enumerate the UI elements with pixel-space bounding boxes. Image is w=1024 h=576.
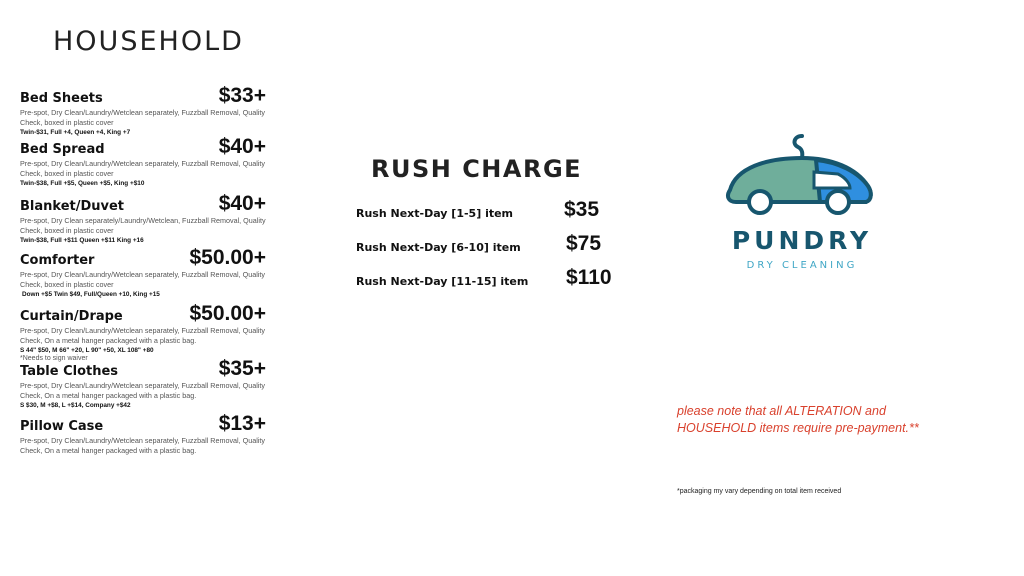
item-name: Comforter <box>20 253 95 268</box>
item-name: Bed Spread <box>20 142 105 157</box>
item-sizes: Twin-$38, Full +$5, Queen +$5, King +$10 <box>20 180 145 187</box>
item-name: Bed Sheets <box>20 91 103 106</box>
item-name: Pillow Case <box>20 419 104 434</box>
price-item-blanket-duvet <box>20 194 270 245</box>
item-description: Pre-spot, Dry Clean/Laundry/Wetclean separately, Fuzzball Removal, Quality Check, On a metal hanger packaged with a plastic bag. <box>20 326 266 345</box>
item-sizes: S 44" $50, M 66" +20, L 90" +50, XL 108" +80 <box>20 347 154 354</box>
rush-price: $110 <box>566 266 612 289</box>
brand-tagline: DRY CLEANING <box>746 260 858 271</box>
item-sizes: Twin-$38, Full +$11 Queen +$11 King +16 <box>20 237 144 244</box>
item-price: $40+ <box>218 192 266 215</box>
rush-price: $35 <box>564 198 600 221</box>
item-price: $33+ <box>218 84 266 107</box>
rush-row-6-10 <box>356 232 636 262</box>
item-description: Pre-spot, Dry Clean/Laundry/Wetclean separately, Fuzzball Removal, Quality Check, boxed in plastic cover <box>20 270 266 289</box>
item-name: Curtain/Drape <box>20 309 123 324</box>
item-description: Pre-spot, Dry Clean/Laundry/Wetclean separately, Fuzzball Removal, Quality Check, On a metal hanger packaged with a plastic bag. <box>20 381 266 400</box>
rush-price: $75 <box>566 232 602 255</box>
rush-label: Rush Next-Day [11-15] item <box>356 275 529 288</box>
rush-row-11-15 <box>356 266 636 296</box>
item-name: Blanket/Duvet <box>20 199 125 214</box>
item-sizes: Down +$5 Twin $49, Full/Queen +10, King +15 <box>22 291 160 298</box>
price-item-table-clothes <box>20 359 270 410</box>
item-sizes: S $30, M +$8, L +$14, Company +$42 <box>20 402 131 409</box>
rush-charge-heading: RUSH CHARGE <box>371 155 583 183</box>
item-description: Pre-spot, Dry Clean/Laundry/Wetclean separately, Fuzzball Removal, Quality Check, On a metal hanger packaged with a plastic bag. <box>20 436 266 455</box>
brand-name: PUNDRY <box>731 226 873 255</box>
packaging-footnote: *packaging my vary depending on total item received <box>677 488 842 495</box>
price-item-bed-spread <box>20 137 270 188</box>
item-description: Pre-spot, Dry Clean/Laundry/Wetclean separately, Fuzzball Removal, Quality Check, boxed in plastic cover <box>20 108 266 127</box>
page-title: HOUSEHOLD <box>53 26 244 57</box>
car-hanger-logo-icon <box>716 128 888 278</box>
item-description: Pre-spot, Dry Clean separately/Laundry/Wetclean, Fuzzball Removal, Quality Check, boxed in plastic cover <box>20 216 266 235</box>
item-price: $50.00+ <box>189 246 266 269</box>
item-price: $40+ <box>218 135 266 158</box>
rush-label: Rush Next-Day [6-10] item <box>356 241 521 254</box>
rush-label: Rush Next-Day [1-5] item <box>356 207 514 220</box>
item-name: Table Clothes <box>20 364 119 379</box>
price-item-pillow-case <box>20 414 270 456</box>
item-price: $50.00+ <box>189 302 266 325</box>
prepayment-notice: please note that all ALTERATION and HOUSEHOLD items require pre-payment.** <box>677 404 919 435</box>
item-price: $13+ <box>218 412 266 435</box>
price-item-bed-sheets <box>20 86 270 137</box>
price-item-comforter <box>20 248 270 299</box>
item-note: *Needs to sign waiver <box>20 355 88 362</box>
rush-row-1-5 <box>356 198 636 228</box>
item-description: Pre-spot, Dry Clean/Laundry/Wetclean separately, Fuzzball Removal, Quality Check, boxed in plastic cover <box>20 159 266 178</box>
item-sizes: Twin-$31, Full +4, Queen +4, King +7 <box>20 129 131 136</box>
item-price: $35+ <box>218 357 266 380</box>
price-item-curtain-drape <box>20 304 270 363</box>
